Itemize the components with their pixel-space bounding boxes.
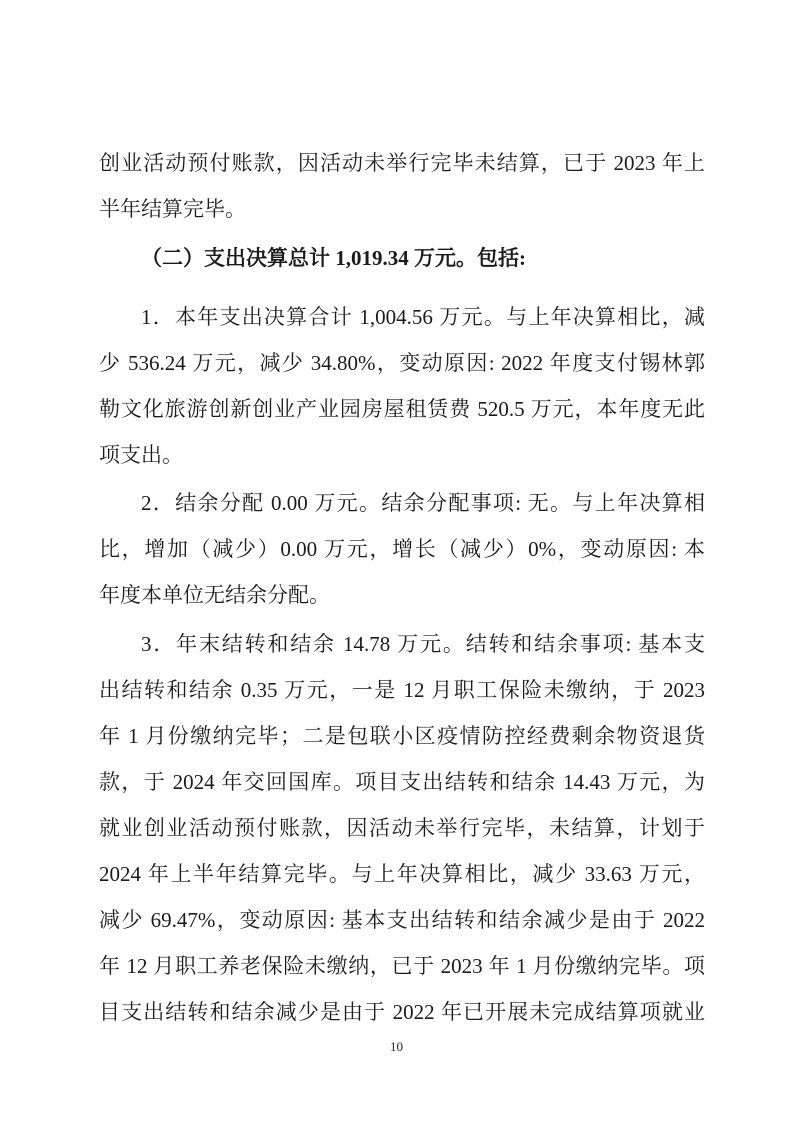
text-line: 3．年末结转和结余 14.78 万元。结转和结余事项: 基本支 (141, 632, 705, 656)
document-body (99, 140, 705, 1035)
text-line: 2．结余分配 0.00 万元。结余分配事项: 无。与上年决算相 (141, 491, 705, 515)
text-line: 年 12 月职工养老保险未缴纳，已于 2023 年 1 月份缴纳完毕。项 (99, 954, 705, 978)
heading-line: （二）支出决算总计 1,019.34 万元。包括: (141, 246, 526, 270)
text-line: 款，于 2024 年交回国库。项目支出结转和结余 14.43 万元，为 (99, 770, 705, 794)
text-line: 少 536.24 万元，减少 34.80%，变动原因: 2022 年度支付锡林郭 (99, 351, 705, 375)
page-footer (0, 1038, 793, 1056)
text-line: 1．本年支出决算合计 1,004.56 万元。与上年决算相比，减 (141, 305, 705, 329)
paragraph-item-1 (99, 294, 705, 478)
paragraph-continued (99, 140, 705, 232)
text-line: 创业活动预付账款，因活动未举行完毕未结算，已于 2023 年上 (99, 151, 705, 175)
text-line: 目支出结转和结余减少是由于 2022 年已开展未完成结算项就业 (99, 1000, 705, 1024)
text-line: 勒文化旅游创新创业产业园房屋租赁费 520.5 万元，本年度无此 (99, 397, 705, 421)
text-line: 年 1 月份缴纳完毕；二是包联小区疫情防控经费剩余物资退货 (99, 724, 705, 748)
text-line: 出结转和结余 0.35 万元，一是 12 月职工保险未缴纳，于 2023 (99, 678, 705, 702)
section-heading (99, 235, 705, 281)
text-line: 减少 69.47%，变动原因: 基本支出结转和结余减少是由于 2022 (99, 908, 705, 932)
paragraph-item-2 (99, 480, 705, 618)
text-line: 项支出。 (99, 443, 183, 467)
page-number: 10 (390, 1039, 403, 1054)
text-line: 比，增加（减少）0.00 万元，增长（减少）0%，变动原因: 本 (99, 537, 705, 561)
paragraph-item-3 (99, 621, 705, 1035)
text-line: 年度本单位无结余分配。 (99, 583, 330, 607)
text-line: 就业创业活动预付账款，因活动未举行完毕，未结算，计划于 (99, 816, 705, 840)
text-line: 2024 年上半年结算完毕。与上年决算相比，减少 33.63 万元， (99, 862, 705, 886)
text-line: 半年结算完毕。 (99, 197, 246, 221)
